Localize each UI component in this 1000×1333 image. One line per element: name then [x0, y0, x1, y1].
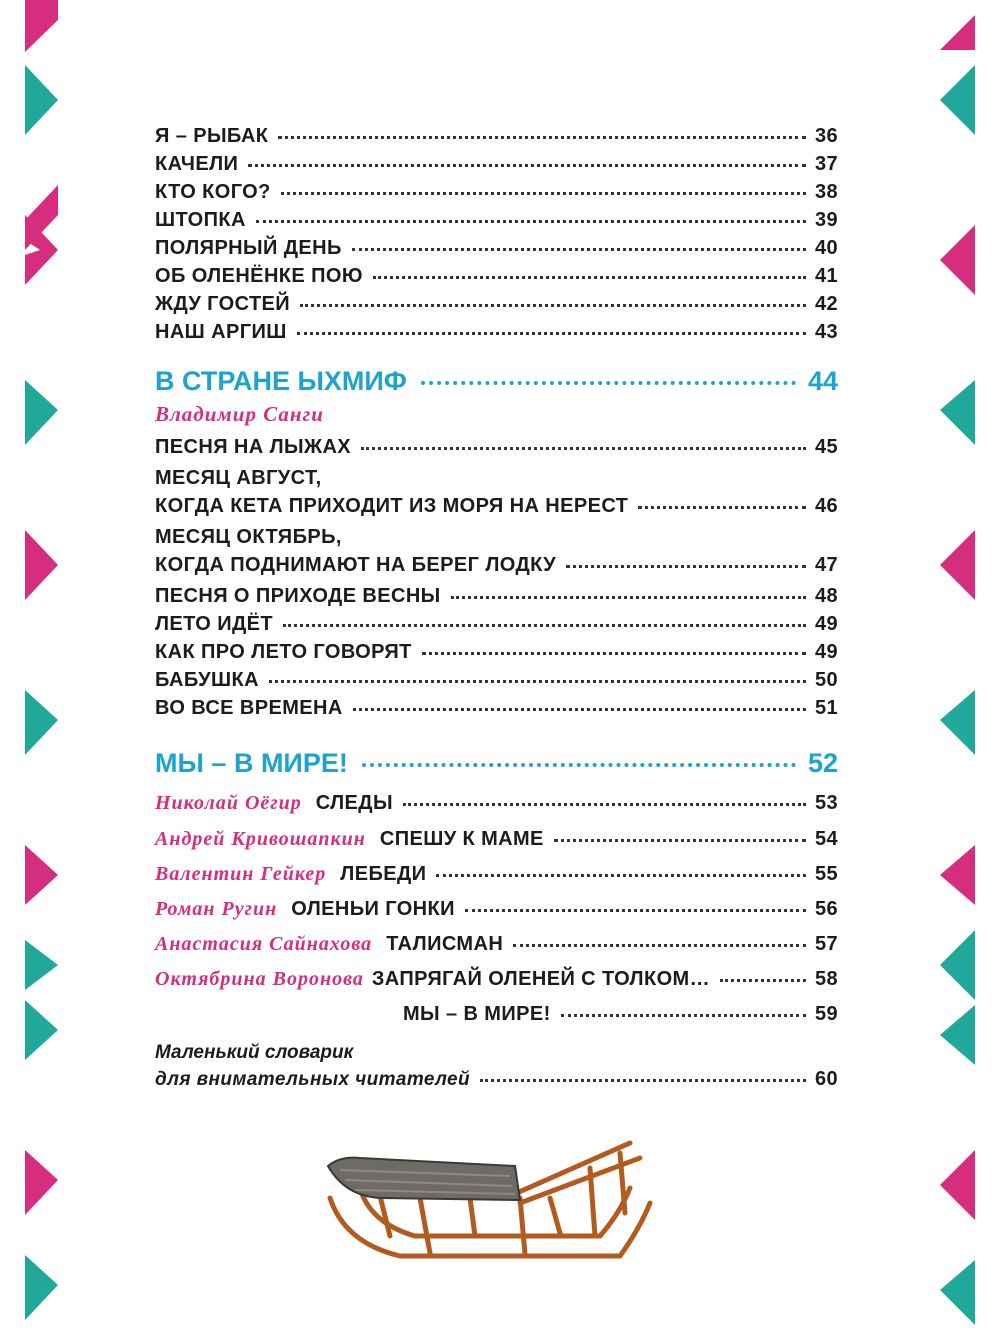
dot-leader [256, 220, 806, 223]
entry-title: КТО КОГО? [155, 181, 271, 203]
sled-illustration [320, 1128, 660, 1268]
page-number: 38 [814, 181, 838, 203]
entry-title: для внимательных читателей [155, 1069, 471, 1090]
page-number: 37 [814, 153, 838, 175]
section-heading[interactable] [155, 748, 838, 779]
entry-title: ОЛЕНЬИ ГОНКИ [291, 898, 455, 920]
entry-title: ОБ ОЛЕНЁНКЕ ПОЮ [155, 265, 363, 287]
dot-leader [297, 332, 806, 335]
toc-entry[interactable] [155, 585, 838, 608]
entry-title: НАШ АРГИШ [155, 321, 287, 343]
entry-title: КАЧЕЛИ [155, 153, 239, 175]
entry-author: Анастасия Сайнахова [155, 933, 373, 955]
page-number: 54 [814, 828, 838, 850]
toc-entry[interactable] [155, 181, 838, 204]
toc-entry[interactable] [403, 1003, 838, 1026]
dot-leader [248, 164, 806, 167]
entry-title: ПОЛЯРНЫЙ ДЕНЬ [155, 237, 342, 259]
page-number: 42 [814, 293, 838, 315]
page-number: 51 [814, 697, 838, 719]
entry-title: Я – РЫБАК [155, 125, 269, 147]
left-ornament-border [0, 0, 80, 1333]
dot-leader [300, 304, 806, 307]
dictionary-line1: Маленький словарик [155, 1042, 354, 1063]
toc-entry[interactable] [155, 495, 838, 518]
ornament-pattern [25, 0, 58, 1320]
entry-title-line1: МЕСЯЦ АВГУСТ, [155, 467, 322, 489]
toc-entry[interactable] [155, 669, 838, 692]
toc-entry[interactable] [155, 933, 838, 956]
dot-leader [362, 763, 796, 767]
dot-leader [422, 652, 806, 655]
toc-entry[interactable] [155, 209, 838, 232]
section-title: МЫ – В МИРЕ! [155, 748, 348, 778]
dot-leader [403, 803, 806, 806]
ornament-pattern [940, 0, 975, 1325]
page-number: 46 [814, 495, 838, 517]
toc-entry[interactable] [155, 792, 838, 815]
entry-title: ПЕСНЯ О ПРИХОДЕ ВЕСНЫ [155, 585, 441, 607]
page-number: 49 [814, 641, 838, 663]
section-title: В СТРАНЕ ЫХМИФ [155, 366, 407, 396]
dot-leader [373, 276, 806, 279]
toc-entry[interactable] [155, 125, 838, 148]
page-number: 58 [814, 968, 838, 990]
dot-leader [278, 136, 806, 139]
toc-entry[interactable] [155, 613, 838, 636]
page-number: 48 [814, 585, 838, 607]
dot-leader [283, 624, 806, 627]
dot-leader [480, 1079, 806, 1082]
right-ornament-border [920, 0, 1000, 1333]
toc-entry[interactable] [155, 554, 838, 577]
entry-title: КАК ПРО ЛЕТО ГОВОРЯТ [155, 641, 412, 663]
page-number: 53 [814, 792, 838, 814]
page-number: 40 [814, 237, 838, 259]
entry-author: Октябрина Воронова [155, 968, 364, 990]
entry-title-line1: МЕСЯЦ ОКТЯБРЬ, [155, 526, 342, 548]
toc-entry[interactable] [155, 863, 838, 886]
entry-title: ЛЕТО ИДЁТ [155, 613, 274, 635]
toc-entry-dictionary[interactable] [155, 1068, 838, 1091]
entry-title: СПЕШУ К МАМЕ [379, 828, 544, 850]
toc-entry[interactable] [155, 898, 838, 921]
entry-title: ПЕСНЯ НА ЛЫЖАХ [155, 436, 352, 458]
entry-author: Николай Оёгир [155, 792, 302, 814]
entry-title: КОГДА ПОДНИМАЮТ НА БЕРЕГ ЛОДКУ [155, 554, 557, 576]
dot-leader [361, 447, 806, 450]
page-number: 39 [814, 209, 838, 231]
dot-leader [281, 192, 806, 195]
page-number: 50 [814, 669, 838, 691]
toc-entry[interactable] [155, 436, 838, 459]
toc-entry[interactable] [155, 968, 838, 991]
dot-leader [436, 874, 806, 877]
dot-leader [421, 381, 796, 385]
entry-title: СЛЕДЫ [315, 792, 393, 814]
section-heading[interactable] [155, 366, 838, 397]
page-number: 45 [814, 436, 838, 458]
entry-title: КОГДА КЕТА ПРИХОДИТ ИЗ МОРЯ НА НЕРЕСТ [155, 495, 629, 517]
dot-leader [561, 1014, 806, 1017]
entry-title: БАБУШКА [155, 669, 259, 691]
toc-entry[interactable] [155, 153, 838, 176]
entry-title: МЫ – В МИРЕ! [403, 1003, 551, 1025]
entry-author: Роман Ругин [155, 898, 278, 920]
page-number: 49 [814, 613, 838, 635]
toc-entry[interactable] [155, 293, 838, 316]
toc-entry[interactable] [155, 321, 838, 344]
dot-leader [451, 596, 806, 599]
toc-entry[interactable] [155, 697, 838, 720]
page-number: 55 [814, 863, 838, 885]
section-page: 44 [807, 366, 838, 396]
dot-leader [638, 506, 806, 509]
dot-leader [566, 565, 806, 568]
dot-leader [513, 944, 806, 947]
page-number: 60 [814, 1068, 838, 1090]
dot-leader [720, 979, 806, 982]
entry-title: ЛЕБЕДИ [340, 863, 427, 885]
entry-title: ЗАПРЯГАЙ ОЛЕНЕЙ С ТОЛКОМ… [371, 968, 711, 990]
page-number: 59 [814, 1003, 838, 1025]
dot-leader [554, 839, 806, 842]
entry-author: Андрей Кривошапкин [155, 828, 366, 850]
dot-leader [352, 248, 806, 251]
page-number: 43 [814, 321, 838, 343]
entry-title: ВО ВСЕ ВРЕМЕНА [155, 697, 343, 719]
page-number: 41 [814, 265, 838, 287]
dot-leader [269, 680, 806, 683]
page-number: 56 [814, 898, 838, 920]
page-number: 47 [814, 554, 838, 576]
section-author: Владимир Санги [155, 402, 324, 426]
toc-entry[interactable] [155, 265, 838, 288]
dot-leader [353, 708, 806, 711]
toc-entry[interactable] [155, 237, 838, 260]
dot-leader [465, 909, 806, 912]
entry-title: ТАЛИСМАН [386, 933, 504, 955]
page-number: 36 [814, 125, 838, 147]
toc-entry[interactable] [155, 641, 838, 664]
section-page: 52 [807, 748, 838, 778]
toc-entry[interactable] [155, 828, 838, 851]
page-number: 57 [814, 933, 838, 955]
entry-title: ШТОПКА [155, 209, 246, 231]
entry-title: ЖДУ ГОСТЕЙ [155, 293, 291, 315]
entry-author: Валентин Гейкер [155, 863, 327, 885]
